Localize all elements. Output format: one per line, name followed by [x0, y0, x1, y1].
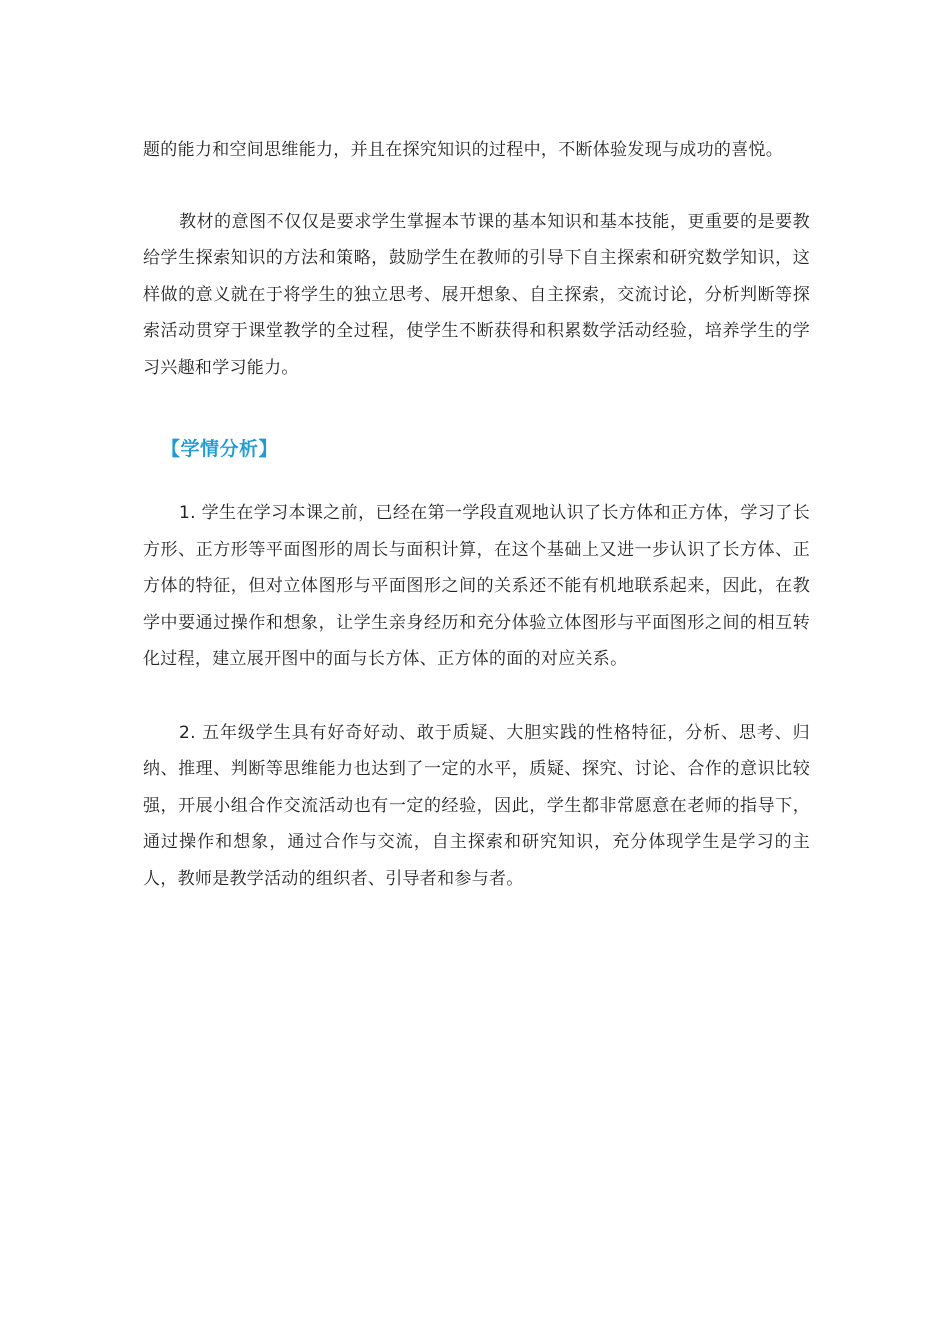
paragraph-analysis-2: 2. 五年级学生具有好奇好动、敢于质疑、大胆实践的性格特征，分析、思考、归纳、推理、判断等思维能力也达到了一定的水平，质疑、探究、讨论、合作的意识比较强，开展小组合作交流活动也有一定的经验，因此，学生都非常愿意在老师的指导下，通过操作和想象，通过合作与交流，自主探索和研究知识，充分体现学生是学习的主人，教师是教学活动的组织者、引导者和参与者。 — [143, 722, 810, 889]
section-heading-learner-analysis: 【学情分析】 — [161, 438, 279, 460]
paragraph-analysis-1: 1. 学生在学习本课之前，已经在第一学段直观地认识了长方体和正方体，学习了长方形、正方形等平面图形的周长与面积计算，在这个基础上又进一步认识了长方体、正方体的特征，但对立体图形与平面图形之间的关系还不能有机地联系起来，因此，在教学中要通过操作和想象，让学生亲身经历和充分体验立体图形与平面图形之间的相互转化过程，建立展开图中的面与长方体、正方体的面的对应关系。 — [143, 503, 810, 669]
paragraph-textbook-intent: 教材的意图不仅仅是要求学生掌握本节课的基本知识和基本技能，更重要的是要教给学生探索知识的方法和策略，鼓励学生在教师的引导下自主探索和研究数学知识，这样做的意义就在于将学生的独立思考、展开想象、自主探索，交流讨论，分析判断等探索活动贯穿于课堂教学的全过程，使学生不断获得和积累数学活动经验，培养学生的学习兴趣和学习能力。 — [143, 211, 810, 378]
paragraph-continuation: 题的能力和空间思维能力，并且在探究知识的过程中，不断体验发现与成功的喜悦。 — [143, 140, 784, 160]
